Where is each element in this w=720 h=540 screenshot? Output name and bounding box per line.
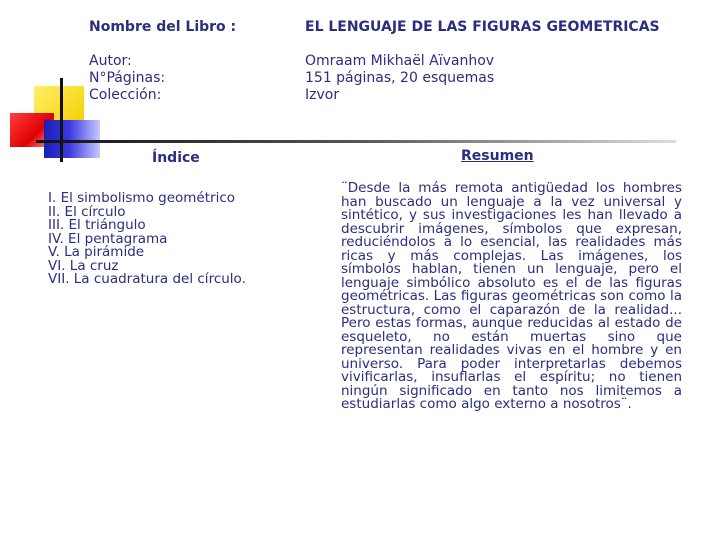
decor-horizontal-rule <box>36 140 676 143</box>
pages-label: N°Páginas: <box>89 70 166 86</box>
index-item: VI. La cruz <box>48 257 119 274</box>
book-title-label: Nombre del Libro : <box>89 19 237 35</box>
index-item: I. El simbolismo geométrico <box>48 190 236 206</box>
index-item: VII. La cuadratura del círculo. <box>48 271 246 287</box>
pages-value: 151 páginas, 20 esquemas <box>305 70 495 86</box>
index-item: III. El triángulo <box>48 217 146 233</box>
book-title-value: EL LENGUAJE DE LAS FIGURAS GEOMETRICAS <box>305 19 660 35</box>
summary-title: Resumen <box>461 148 534 164</box>
index-item: II. El círculo <box>48 203 126 220</box>
author-value: Omraam Mikhaël Aïvanhov <box>305 53 495 69</box>
decor-vertical-line <box>60 78 63 162</box>
decor-blue-square <box>44 120 100 158</box>
index-item: IV. El pentagrama <box>48 230 168 247</box>
summary-text: ¨Desde la más remota antigüedad los hombres han buscado un lenguaje a la vez universal y sintético, y sus investigaciones les han llevado a descubrir imágenes, símbolos que expresan, reduciéndolos a lo esencial, las realidades más ricas y más complejas. Las imágenes, los símbolos hablan, tienen un lenguaje, pero el lenguaje simbólico absoluto es el de las figuras geométricas. Las figuras geométricas son como la estructura, como el caparazón de la realidad... Pero estas formas, aunque reducidas al estado de esqueleto, no están muertas sino que representan realidades vivas en el hombre y en universo. Para poder interpretarlas debemos vivificarlas, insuflarlas el espíritu; no tienen ningún significado en tanto nos limitemos a estudiarlas como algo externo a nosotros¨. <box>341 180 682 412</box>
index-title: Índice <box>152 150 200 166</box>
index-item: V. La pirámide <box>48 244 145 260</box>
collection-value: Izvor <box>305 87 340 103</box>
index-list <box>48 192 246 287</box>
author-label: Autor: <box>89 53 132 69</box>
collection-label: Colección: <box>89 87 162 103</box>
